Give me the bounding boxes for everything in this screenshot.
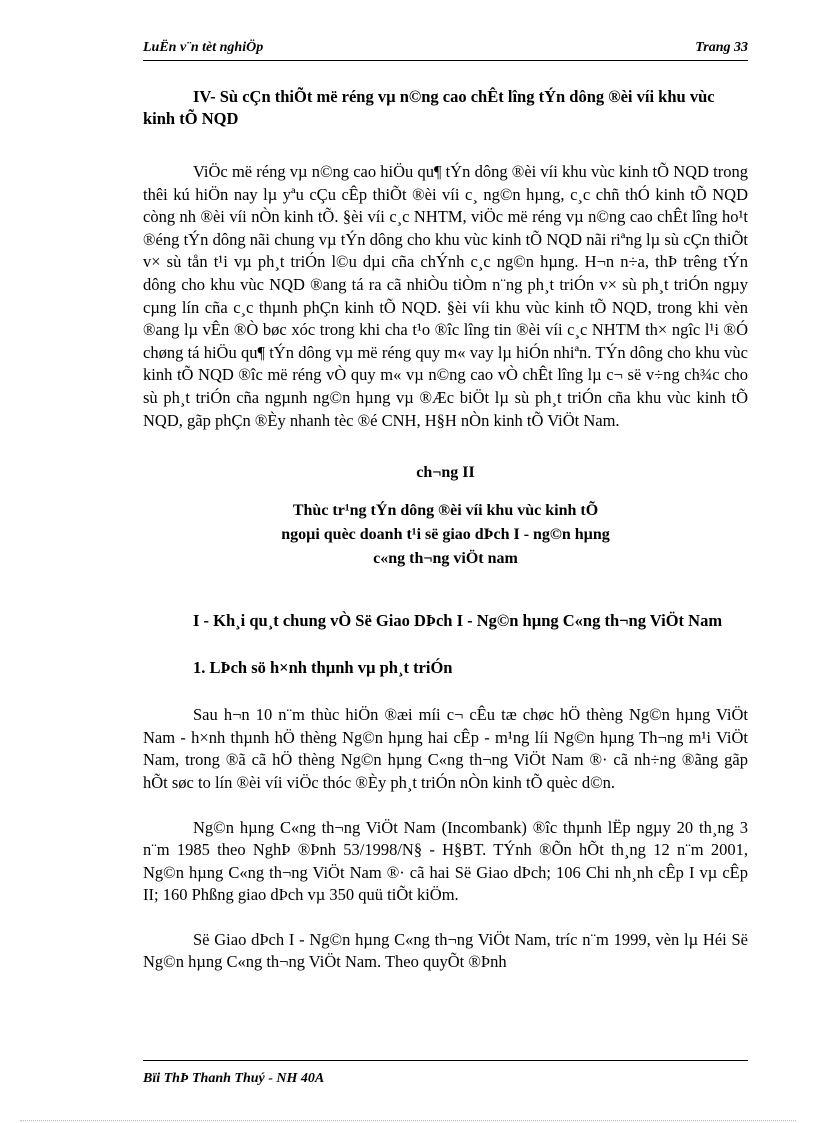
paragraph-history-1: Sau h¬n 10 n¨m thùc hiÖn ®æi míi c¬ cÊu tæ chøc hÖ thèng Ng©n hµng ViÖt Nam - h×nh thµnh hÖ thèng Ng©n hµng hai cÊp - m¹ng líi Ng©n hµng Th¬ng m¹i ViÖt Nam, trong ®ã cã hÖ thèng Ng©n hµng C«ng th¬ng ViÖt Nam ®· cã nh÷ng ®ãng gãp hÕt søc to lín ®èi víi viÖc thóc ®Èy ph¸t triÓn nÒn kinh tÕ quèc d©n. xyxy=(143,705,748,792)
paragraph-history-3: Së Giao dÞch I - Ng©n hµng C«ng th¬ng ViÖt Nam, tríc n¨m 1999, vèn lµ Héi Së Ng©n hµng C«ng th¬ng ViÖt Nam. Theo quyÕt ®Þnh xyxy=(143,929,748,972)
section-iv-paragraph: ViÖc më réng vµ n©ng cao hiÖu qu¶ tÝn dông ®èi víi khu vùc kinh tÕ NQD trong thêi kú hiÖn nay lµ yªu cÇu cÊp thiÕt ®èi víi c¸ ng©n hµng, c¸c chñ thÓ kinh tÕ NQD còng nh ®èi víi nÒn kinh tÕ. §èi víi c¸c NHTM, viÖc më réng vµ n©ng cao chÊt lîng ho¹t ®éng tÝn dông nãi chung vµ tÝn dông cho khu vùc kinh tÕ NQD nãi riªng lµ sù cÇn thiÕt v× sù tån t¹i vµ ph¸t triÓn l©u dµi cña chÝnh c¸c ng©n hµng. H¬n n÷a, thÞ trêng tÝn dông cho khu vùc NQD ®ang tá ra cã nhiÒu tiÒm n¨ng ph¸t triÓn v× sù ph¸t triÓn ngµy cµng lín cña c¸c thµnh phÇn kinh tÕ NQD. §èi víi khu vùc kinh tÕ NQD, trong khi vèn ®ang lµ vÊn ®Ò bøc xóc trong khi cha t¹o ®îc lîng tin ®èi víi c¸c NHTM th× ngîc l¹i ®Ó chøng tá hiÖu qu¶ tÝn dông vµ më réng quy m« vay lµ hiÓn nhiªn. TÝn dông cho khu vùc kinh tÕ NQD ®îc më réng vÒ quy m« vµ n©ng cao vÒ chÊt lîng lµ c¬ së v÷ng ch¾c cho sù ph¸t triÓn cña ngµnh ng©n hµng vµ ®Æc biÖt lµ sù ph¸t triÓn cña khu vùc kinh tÕ NQD, gãp phÇn ®Èy nhanh tèc ®é CNH, H§H nÒn kinh tÕ ViÖt Nam. xyxy=(143,162,748,430)
chapter-title-line-2: ngoµi quèc doanh t¹i së giao dÞch I - ng©n hµng xyxy=(281,526,610,544)
chapter-label: ch¬ng II xyxy=(416,464,475,482)
header-thesis-title: LuËn v¨n tèt nghiÖp xyxy=(143,40,264,55)
header-page-number: Trang 33 xyxy=(695,40,748,55)
subsection-heading: 1. LÞch sö h×nh thµnh vµ ph¸t triÓn xyxy=(193,658,453,678)
page-body xyxy=(143,86,748,974)
page-edge-divider xyxy=(20,1120,796,1121)
chapter-title-line-1: Thùc tr¹ng tÝn dông ®èi víi khu vùc kinh tÕ xyxy=(292,502,599,520)
paragraph-history-2: Ng©n hµng C«ng th¬ng ViÖt Nam (Incombank) ®îc thµnh lËp ngµy 20 th¸ng 3 n¨m 1985 theo NghÞ ®Þnh 53/1998/N§ - H§BT. TÝnh ®Õn hÕt th¸ng 12 n¨m 2001, Ng©n hµng C«ng th¬ng ViÖt Nam ®· cã hai Së Giao dÞch; 106 Chi nh¸nh cÊp I vµ cÊp II; 160 Phßng giao dÞch vµ 350 quü tiÕt kiÖm. xyxy=(143,817,748,905)
page-header xyxy=(143,38,748,61)
section-i-heading: I - Kh¸i qu¸t chung vÒ Së Giao DÞch I - Ng©n hµng C«ng th¬ng ViÖt Nam xyxy=(193,611,723,631)
page-footer xyxy=(143,1060,748,1087)
chapter-title-line-3: c«ng th¬ng viÖt nam xyxy=(373,550,518,568)
section-iv-heading: IV- Sù cÇn thiÕt më réng vµ n©ng cao chÊt lîng tÝn dông ®èi víi khu vùc kinh tÕ NQD xyxy=(143,87,715,128)
footer-author: Bïi ThÞ Thanh Thuý - NH 40A xyxy=(143,1071,325,1086)
